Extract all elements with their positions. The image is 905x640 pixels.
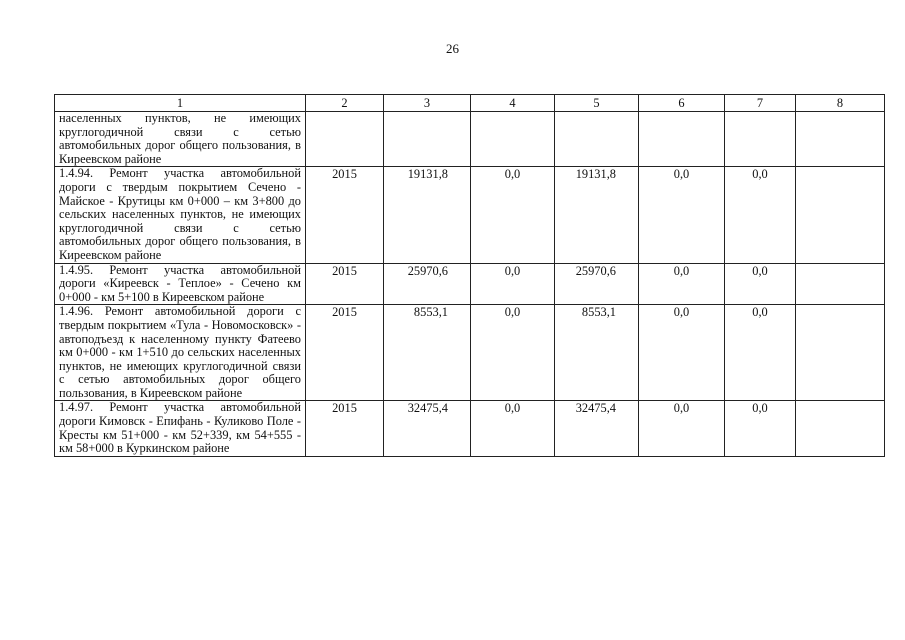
row-col-6: 0,0 bbox=[639, 401, 725, 456]
row-year: 2015 bbox=[306, 305, 384, 401]
row-col-4: 0,0 bbox=[471, 263, 555, 305]
row-col-6: 0,0 bbox=[639, 167, 725, 263]
table-row bbox=[55, 401, 885, 456]
table-row bbox=[55, 263, 885, 305]
row-col-8 bbox=[796, 305, 885, 401]
header-row bbox=[55, 95, 885, 112]
row-total bbox=[384, 112, 471, 167]
header-col-3: 3 bbox=[384, 95, 471, 112]
row-description: 1.4.96. Ремонт автомобильной дороги с твердым покрытием «Тула - Новомосковск» - автоподъезд к населенному пункту Фатеево км 0+000 - км 1+510 до сельских населенных пунктов, не имеющих круглогодичной связи с сетью автомобильных дорог общего пользования, в Киреевском районе bbox=[55, 305, 306, 401]
row-col-5: 25970,6 bbox=[555, 263, 639, 305]
row-col-7 bbox=[725, 112, 796, 167]
row-col-6: 0,0 bbox=[639, 263, 725, 305]
row-col-4 bbox=[471, 112, 555, 167]
row-col-5: 32475,4 bbox=[555, 401, 639, 456]
header-col-1: 1 bbox=[55, 95, 306, 112]
row-year: 2015 bbox=[306, 263, 384, 305]
page-number: 26 bbox=[446, 41, 459, 56]
row-col-8 bbox=[796, 263, 885, 305]
table-row bbox=[55, 167, 885, 263]
row-col-5: 19131,8 bbox=[555, 167, 639, 263]
row-col-6: 0,0 bbox=[639, 305, 725, 401]
header-col-7: 7 bbox=[725, 95, 796, 112]
row-description: 1.4.97. Ремонт участка автомобильной дороги Кимовск - Епифань - Куликово Поле - Кресты км 51+000 - км 52+339, км 54+555 - км 58+000 в Куркинском районе bbox=[55, 401, 306, 456]
row-col-7: 0,0 bbox=[725, 263, 796, 305]
row-col-4: 0,0 bbox=[471, 167, 555, 263]
row-col-7: 0,0 bbox=[725, 167, 796, 263]
row-description: населенных пунктов, не имеющих круглогодичной связи с сетью автомобильных дорог общего пользования, в Киреевском районе bbox=[55, 112, 306, 167]
table-row bbox=[55, 112, 885, 167]
row-col-7: 0,0 bbox=[725, 401, 796, 456]
row-total: 8553,1 bbox=[384, 305, 471, 401]
row-total: 19131,8 bbox=[384, 167, 471, 263]
row-year bbox=[306, 112, 384, 167]
row-col-5: 8553,1 bbox=[555, 305, 639, 401]
header-col-4: 4 bbox=[471, 95, 555, 112]
row-year: 2015 bbox=[306, 401, 384, 456]
header-col-6: 6 bbox=[639, 95, 725, 112]
budget-table bbox=[54, 94, 885, 457]
row-description: 1.4.95. Ремонт участка автомобильной дороги «Киреевск - Теплое» - Сечено км 0+000 - км 5+100 в Киреевском районе bbox=[55, 263, 306, 305]
row-col-6 bbox=[639, 112, 725, 167]
row-total: 32475,4 bbox=[384, 401, 471, 456]
row-col-4: 0,0 bbox=[471, 401, 555, 456]
header-col-5: 5 bbox=[555, 95, 639, 112]
row-year: 2015 bbox=[306, 167, 384, 263]
row-col-5 bbox=[555, 112, 639, 167]
header-col-8: 8 bbox=[796, 95, 885, 112]
header-col-2: 2 bbox=[306, 95, 384, 112]
row-col-8 bbox=[796, 112, 885, 167]
row-total: 25970,6 bbox=[384, 263, 471, 305]
row-col-8 bbox=[796, 167, 885, 263]
row-col-7: 0,0 bbox=[725, 305, 796, 401]
row-description: 1.4.94. Ремонт участка автомобильной дороги с твердым покрытием Сечено - Майское - Крутицы км 0+000 – км 3+800 до сельских населенных пунктов, не имеющих круглогодичной связи с сетью автомобильных дорог общего пользования, в Киреевском районе bbox=[55, 167, 306, 263]
row-col-8 bbox=[796, 401, 885, 456]
table-row bbox=[55, 305, 885, 401]
row-col-4: 0,0 bbox=[471, 305, 555, 401]
